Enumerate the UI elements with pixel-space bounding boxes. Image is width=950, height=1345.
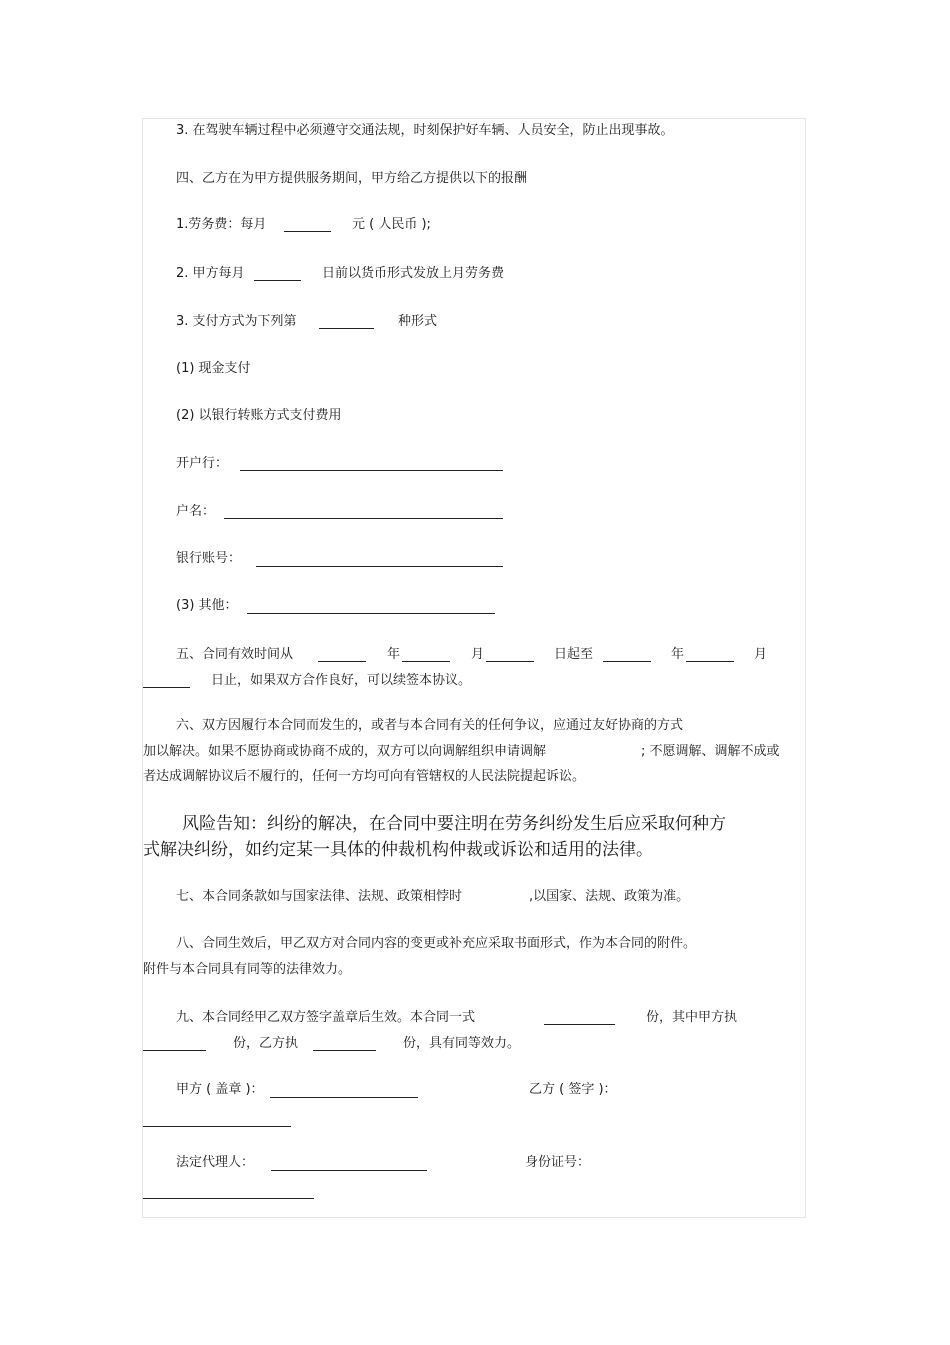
start-year-label: 年 — [387, 647, 401, 662]
risk-notice-line2: 式解决纠纷，如约定某一具体的仲裁机构仲裁或诉讼和适用的法律。 — [143, 840, 653, 860]
end-year-field[interactable] — [603, 661, 651, 662]
party-b-copies-field[interactable] — [313, 1050, 376, 1051]
clause6-line2b: ; 不愿调解、调解不成或 — [641, 744, 780, 759]
other-field[interactable] — [247, 613, 495, 614]
bank-field[interactable] — [240, 470, 503, 471]
clause4-title: 四、乙方在为甲方提供服务期间，甲方给乙方提供以下的报酬 — [176, 171, 528, 186]
risk-notice-line1: 风险告知：纠纷的解决，在合同中要注明在劳务纠纷发生后应采取何种方 — [182, 814, 726, 834]
clause8-line2: 附件与本合同具有同等的法律效力。 — [143, 962, 352, 977]
fee-amount-field[interactable] — [284, 231, 331, 232]
clause9-prefix: 九、本合同经甲乙双方签字盖章后生效。本合同一式 — [176, 1010, 476, 1025]
fee-unit: 元 ( 人民币 ); — [352, 217, 431, 232]
account-number-label: 银行账号： — [176, 551, 242, 566]
clause5-line2: 日止，如果双方合作良好，可以续签本协议。 — [211, 673, 472, 688]
clause7-a: 七、本合同条款如与国家法律、法规、政策相悖时 — [176, 889, 463, 904]
clause9-end: 份，具有同等效力。 — [403, 1036, 521, 1051]
account-number-field[interactable] — [256, 566, 503, 567]
legal-rep-field[interactable] — [271, 1170, 427, 1171]
pay-day-suffix: 日前以货币形式发放上月劳务费 — [322, 266, 505, 281]
method-suffix: 种形式 — [398, 314, 438, 329]
method-label: 3. 支付方式为下列第 — [176, 314, 297, 329]
party-b-sign-label: 乙方 ( 签字 )： — [529, 1082, 617, 1097]
end-month-field[interactable] — [686, 661, 734, 662]
party-b-sign-field[interactable] — [143, 1126, 291, 1127]
clause8-line1: 八、合同生效后，甲乙双方对合同内容的变更或补充应采取书面形式，作为本合同的附件。 — [176, 936, 697, 951]
clause5-prefix: 五、合同有效时间从 — [176, 647, 294, 662]
day-to-label: 日起至 — [554, 647, 594, 662]
end-day-field[interactable] — [143, 687, 190, 688]
id-number-label: 身份证号： — [525, 1155, 591, 1170]
clause7-b: ,以国家、法规、政策为准。 — [529, 889, 690, 904]
account-name-label: 户名： — [176, 504, 216, 519]
option-other: (3) 其他： — [176, 598, 238, 613]
start-month-field[interactable] — [402, 661, 450, 662]
start-month-label: 月 — [471, 647, 485, 662]
clause9-copies: 份，其中甲方执 — [646, 1010, 738, 1025]
end-year-label: 年 — [671, 647, 685, 662]
clause6-line2a: 加以解决。如果不愿协商或协商不成的，双方可以向调解组织申请调解 — [143, 744, 547, 759]
clause6-line1: 六、双方因履行本合同而发生的，或者与本合同有关的任何争议，应通过友好协商的方式 — [176, 718, 684, 733]
option-cash: (1) 现金支付 — [176, 361, 251, 376]
party-a-copies-field[interactable] — [143, 1050, 206, 1051]
start-year-field[interactable] — [318, 661, 366, 662]
party-a-seal-label: 甲方 ( 盖章 )： — [176, 1082, 264, 1097]
clause3-item3: 3. 在驾驶车辆过程中必须遵守交通法规，时刻保护好车辆、人员安全，防止出现事故。 — [176, 123, 674, 138]
pay-day-label: 2. 甲方每月 — [176, 266, 245, 281]
account-name-field[interactable] — [224, 518, 503, 519]
clause6-line3: 者达成调解协议后不履行的，任何一方均可向有管辖权的人民法院提起诉讼。 — [143, 769, 586, 784]
id-number-field[interactable] — [143, 1198, 314, 1199]
party-a-seal-field[interactable] — [270, 1097, 418, 1098]
total-copies-field[interactable] — [544, 1024, 615, 1025]
legal-rep-label: 法定代理人： — [176, 1155, 255, 1170]
start-day-field[interactable] — [486, 661, 534, 662]
clause9-party-b: 份，乙方执 — [233, 1036, 299, 1051]
pay-day-field[interactable] — [254, 280, 301, 281]
contract-page — [142, 118, 806, 1218]
end-month-label: 月 — [754, 647, 768, 662]
option-bank-transfer: (2) 以银行转账方式支付费用 — [176, 408, 342, 423]
bank-label: 开户行： — [176, 456, 229, 471]
fee-label: 1.劳务费：每月 — [176, 217, 267, 232]
method-field[interactable] — [319, 328, 374, 329]
